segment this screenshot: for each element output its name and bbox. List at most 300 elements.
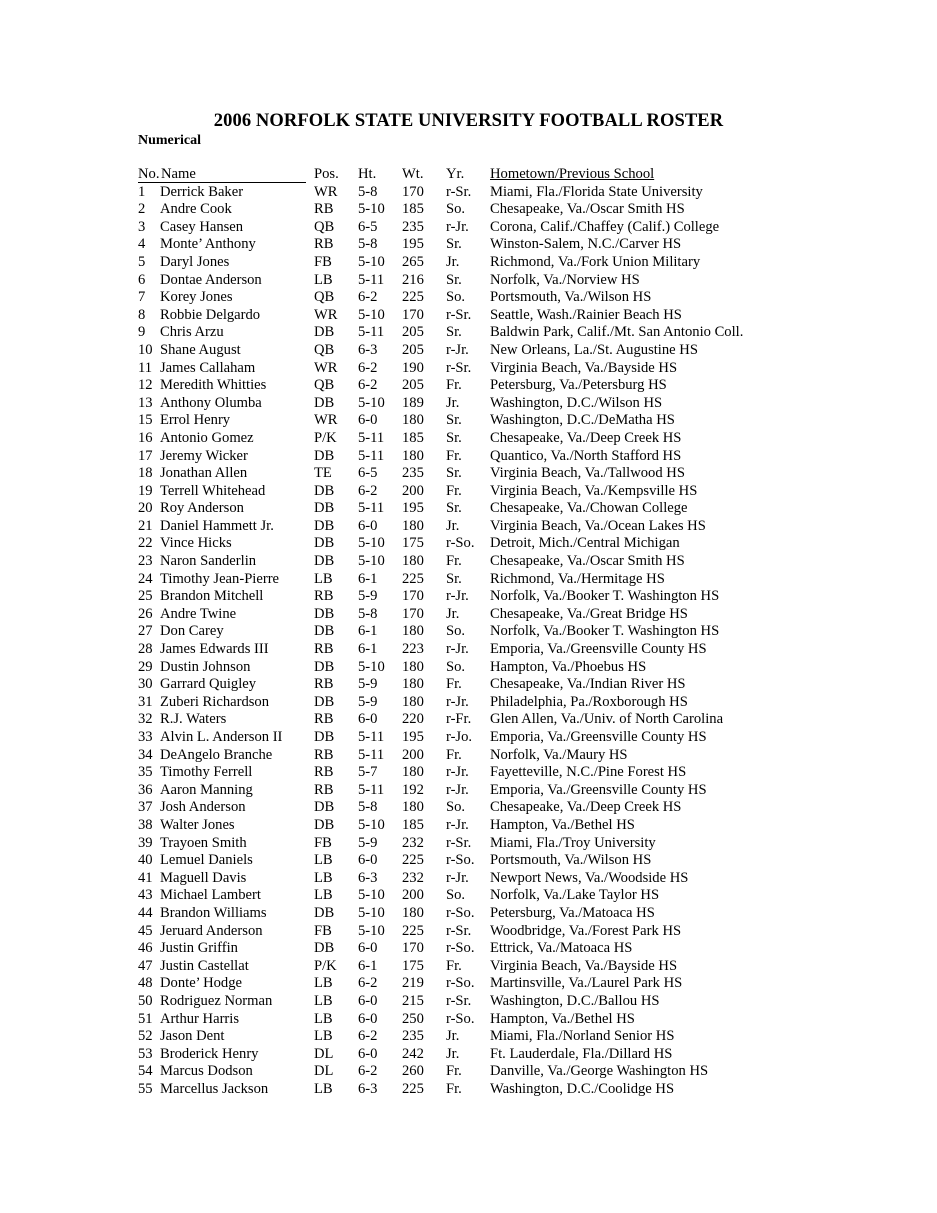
player-number: 45 <box>138 922 153 939</box>
player-weight: 216 <box>402 271 424 288</box>
player-position: DB <box>314 447 335 464</box>
player-year: r-Sr. <box>446 306 472 323</box>
player-height: 5-10 <box>358 253 385 270</box>
player-height: 6-2 <box>358 1028 378 1045</box>
player-number: 16 <box>138 429 153 446</box>
player-height: 5-9 <box>358 693 378 710</box>
player-position: DB <box>314 500 335 517</box>
player-hometown: Ettrick, Va./Matoaca HS <box>490 940 633 957</box>
player-position: DB <box>314 729 335 745</box>
player-weight: 170 <box>402 940 424 957</box>
player-height: 6-1 <box>358 957 378 974</box>
player-weight: 195 <box>402 729 424 745</box>
player-year: r-Jr. <box>446 588 469 605</box>
player-hometown: Quantico, Va./North Stafford HS <box>490 447 682 464</box>
player-year: r-Jr. <box>446 764 469 781</box>
player-position: WR <box>314 183 338 200</box>
player-name: Aaron Manning <box>160 781 253 798</box>
player-height: 5-10 <box>358 394 385 411</box>
player-height: 5-7 <box>358 764 378 781</box>
player-year: Sr. <box>446 324 462 341</box>
player-height: 6-3 <box>358 1080 378 1097</box>
player-name: Zuberi Richardson <box>160 693 270 710</box>
player-height: 6-0 <box>358 412 378 429</box>
player-hometown: Hampton, Va./Phoebus HS <box>490 658 647 675</box>
player-position: DB <box>314 940 335 957</box>
player-year: Sr. <box>446 500 462 517</box>
player-height: 6-1 <box>358 570 378 587</box>
player-name: Timothy Jean-Pierre <box>160 570 280 587</box>
player-weight: 242 <box>402 1045 424 1062</box>
player-hometown: Chesapeake, Va./Indian River HS <box>490 676 686 693</box>
player-height: 5-11 <box>358 324 385 341</box>
player-name: Alvin L. Anderson II <box>160 729 283 745</box>
player-position: P/K <box>314 957 337 974</box>
player-name: Shane August <box>160 341 241 358</box>
player-height: 6-2 <box>358 377 378 394</box>
player-year: So. <box>446 201 466 218</box>
player-height: 5-10 <box>358 922 385 939</box>
player-number: 37 <box>138 799 153 816</box>
player-year: r-Sr. <box>446 183 472 200</box>
player-name: Jason Dent <box>160 1028 225 1045</box>
player-hometown: Washington, D.C./Coolidge HS <box>490 1080 675 1097</box>
player-number: 41 <box>138 869 153 886</box>
player-weight: 180 <box>402 764 424 781</box>
player-weight: 215 <box>402 992 424 1009</box>
player-name: Walter Jones <box>160 816 235 833</box>
player-hometown: Miami, Fla./Norland Senior HS <box>490 1028 675 1045</box>
player-height: 5-10 <box>358 306 385 323</box>
player-year: Fr. <box>446 1063 462 1080</box>
player-name: Trayoen Smith <box>160 834 247 851</box>
player-number: 33 <box>138 729 153 745</box>
player-name: Garrard Quigley <box>160 676 257 693</box>
player-number: 21 <box>138 517 153 534</box>
player-position: DB <box>314 324 335 341</box>
player-hometown: Detroit, Mich./Central Michigan <box>490 535 680 552</box>
player-weight: 200 <box>402 746 424 763</box>
player-hometown: Chesapeake, Va./Deep Creek HS <box>490 429 682 446</box>
player-number: 46 <box>138 940 153 957</box>
player-position: DB <box>314 693 335 710</box>
player-position: DB <box>314 799 335 816</box>
player-year: r-So. <box>446 975 475 992</box>
player-height: 6-3 <box>358 869 378 886</box>
player-number: 18 <box>138 465 153 482</box>
player-position: LB <box>314 869 333 886</box>
player-number: 52 <box>138 1028 153 1045</box>
player-year: r-Fr. <box>446 711 472 728</box>
player-height: 5-9 <box>358 588 378 605</box>
player-year: Fr. <box>446 377 462 394</box>
player-year: Sr. <box>446 236 462 253</box>
player-position: FB <box>314 253 332 270</box>
player-year: r-So. <box>446 904 475 921</box>
player-position: P/K <box>314 429 337 446</box>
player-year: r-Sr. <box>446 834 472 851</box>
player-name: Andre Twine <box>160 605 237 622</box>
player-name: Antonio Gomez <box>160 429 254 446</box>
player-height: 5-11 <box>358 500 385 517</box>
player-number: 24 <box>138 570 153 587</box>
player-hometown: Newport News, Va./Woodside HS <box>490 869 689 886</box>
page-subtitle: Numerical <box>138 133 201 148</box>
player-name: Chris Arzu <box>160 324 224 341</box>
player-weight: 180 <box>402 447 424 464</box>
player-year: r-Jr. <box>446 693 469 710</box>
player-hometown: Emporia, Va./Greensville County HS <box>490 641 707 658</box>
player-hometown: Virginia Beach, Va./Bayside HS <box>490 359 678 376</box>
player-number: 6 <box>138 271 146 288</box>
player-height: 5-10 <box>358 904 385 921</box>
player-name: Donte’ Hodge <box>160 975 242 992</box>
player-position: WR <box>314 412 338 429</box>
player-number: 51 <box>138 1010 153 1027</box>
player-height: 6-0 <box>358 852 378 869</box>
player-hometown: Corona, Calif./Chaffey (Calif.) College <box>490 218 720 235</box>
player-height: 5-8 <box>358 799 378 816</box>
player-name: Monte’ Anthony <box>160 236 256 253</box>
player-position: LB <box>314 1080 333 1097</box>
player-position: LB <box>314 1028 333 1045</box>
player-weight: 232 <box>402 834 424 851</box>
player-position: WR <box>314 359 338 376</box>
header-ht: Ht. <box>358 166 377 182</box>
player-name: Don Carey <box>160 623 224 640</box>
player-weight: 200 <box>402 482 424 499</box>
player-position: QB <box>314 377 335 394</box>
player-name: Lemuel Daniels <box>160 852 253 869</box>
player-name: Jeruard Anderson <box>160 922 263 939</box>
player-height: 5-8 <box>358 183 378 200</box>
player-height: 6-2 <box>358 289 378 306</box>
player-height: 5-11 <box>358 729 385 745</box>
player-position: WR <box>314 306 338 323</box>
player-weight: 180 <box>402 553 424 570</box>
player-year: r-Jr. <box>446 781 469 798</box>
player-weight: 190 <box>402 359 424 376</box>
player-position: LB <box>314 975 333 992</box>
player-year: r-So. <box>446 1010 475 1027</box>
player-year: Jr. <box>446 253 460 270</box>
player-name: Robbie Delgardo <box>160 306 261 323</box>
player-year: Fr. <box>446 553 462 570</box>
player-number: 44 <box>138 904 153 921</box>
player-name: Jeremy Wicker <box>160 447 248 464</box>
player-weight: 225 <box>402 1080 424 1097</box>
player-hometown: Virginia Beach, Va./Tallwood HS <box>490 465 685 482</box>
player-weight: 170 <box>402 588 424 605</box>
player-year: Jr. <box>446 1028 460 1045</box>
player-weight: 180 <box>402 412 424 429</box>
player-height: 6-3 <box>358 341 378 358</box>
player-hometown: Norfolk, Va./Booker T. Washington HS <box>490 588 720 605</box>
player-name: DeAngelo Branche <box>160 746 273 763</box>
player-year: Fr. <box>446 482 462 499</box>
player-number: 39 <box>138 834 153 851</box>
player-position: DL <box>314 1045 334 1062</box>
player-hometown: Emporia, Va./Greensville County HS <box>490 781 707 798</box>
player-height: 6-0 <box>358 517 378 534</box>
player-weight: 180 <box>402 658 424 675</box>
player-height: 6-2 <box>358 359 378 376</box>
player-hometown: Virginia Beach, Va./Bayside HS <box>490 957 678 974</box>
player-height: 5-10 <box>358 816 385 833</box>
player-position: FB <box>314 834 332 851</box>
player-year: r-Jr. <box>446 641 469 658</box>
player-name: Arthur Harris <box>160 1010 240 1027</box>
player-year: Fr. <box>446 676 462 693</box>
player-position: RB <box>314 588 334 605</box>
player-year: r-Jr. <box>446 341 469 358</box>
player-number: 19 <box>138 482 153 499</box>
player-name: Daryl Jones <box>160 253 230 270</box>
player-name: Vince Hicks <box>160 535 232 552</box>
player-year: So. <box>446 887 466 904</box>
player-weight: 235 <box>402 1028 424 1045</box>
player-height: 6-0 <box>358 992 378 1009</box>
player-hometown: Washington, D.C./Wilson HS <box>490 394 663 411</box>
player-name: Jonathan Allen <box>160 465 248 482</box>
player-number: 15 <box>138 412 153 429</box>
player-height: 5-10 <box>358 553 385 570</box>
header-hometown: Hometown/Previous School <box>490 166 655 182</box>
player-position: RB <box>314 236 334 253</box>
player-height: 6-2 <box>358 1063 378 1080</box>
player-year: r-Sr. <box>446 922 472 939</box>
player-hometown: Fayetteville, N.C./Pine Forest HS <box>490 764 687 781</box>
player-hometown: Hampton, Va./Bethel HS <box>490 1010 635 1027</box>
player-number: 35 <box>138 764 153 781</box>
player-hometown: Petersburg, Va./Petersburg HS <box>490 377 667 394</box>
player-position: LB <box>314 570 333 587</box>
player-year: So. <box>446 658 466 675</box>
player-name: Brandon Mitchell <box>160 588 264 605</box>
player-year: Sr. <box>446 570 462 587</box>
player-weight: 225 <box>402 922 424 939</box>
header-yr: Yr. <box>446 166 465 182</box>
player-position: DB <box>314 623 335 640</box>
player-number: 10 <box>138 341 153 358</box>
header-pos: Pos. <box>314 166 339 182</box>
player-weight: 225 <box>402 852 424 869</box>
player-position: DB <box>314 394 335 411</box>
player-name: Errol Henry <box>160 412 231 429</box>
player-name: Michael Lambert <box>160 887 261 904</box>
player-name: Marcellus Jackson <box>160 1080 269 1097</box>
player-year: r-Jo. <box>446 729 473 745</box>
player-name: Dontae Anderson <box>160 271 262 288</box>
player-name: R.J. Waters <box>160 711 227 728</box>
player-year: Sr. <box>446 271 462 288</box>
player-height: 6-0 <box>358 1045 378 1062</box>
player-year: r-So. <box>446 535 475 552</box>
player-name: Josh Anderson <box>160 799 246 816</box>
player-number: 8 <box>138 306 146 323</box>
player-number: 29 <box>138 658 153 675</box>
player-weight: 250 <box>402 1010 424 1027</box>
player-weight: 195 <box>402 500 424 517</box>
player-height: 6-2 <box>358 482 378 499</box>
player-position: DB <box>314 517 335 534</box>
player-year: So. <box>446 289 466 306</box>
player-height: 5-11 <box>358 781 385 798</box>
player-position: DB <box>314 535 335 552</box>
player-weight: 220 <box>402 711 424 728</box>
player-year: Jr. <box>446 517 460 534</box>
player-year: r-Sr. <box>446 992 472 1009</box>
player-hometown: Portsmouth, Va./Wilson HS <box>490 852 652 869</box>
player-hometown: Baldwin Park, Calif./Mt. San Antonio Coll. <box>490 324 744 341</box>
player-height: 6-1 <box>358 641 378 658</box>
player-hometown: Hampton, Va./Bethel HS <box>490 816 635 833</box>
player-weight: 235 <box>402 218 424 235</box>
player-number: 4 <box>138 236 146 253</box>
player-position: RB <box>314 781 334 798</box>
player-hometown: Portsmouth, Va./Wilson HS <box>490 289 652 306</box>
player-hometown: Ft. Lauderdale, Fla./Dillard HS <box>490 1045 673 1062</box>
player-number: 7 <box>138 289 146 306</box>
player-name: Terrell Whitehead <box>160 482 266 499</box>
player-year: Fr. <box>446 746 462 763</box>
player-weight: 170 <box>402 306 424 323</box>
player-weight: 170 <box>402 605 424 622</box>
player-number: 28 <box>138 641 153 658</box>
player-weight: 180 <box>402 904 424 921</box>
player-weight: 200 <box>402 887 424 904</box>
player-number: 23 <box>138 553 153 570</box>
player-year: So. <box>446 623 466 640</box>
player-hometown: Richmond, Va./Fork Union Military <box>490 253 701 270</box>
player-position: LB <box>314 271 333 288</box>
player-weight: 265 <box>402 253 424 270</box>
player-hometown: Martinsville, Va./Laurel Park HS <box>490 975 683 992</box>
header-wt: Wt. <box>402 166 424 182</box>
player-height: 5-8 <box>358 236 378 253</box>
player-year: Sr. <box>446 465 462 482</box>
player-hometown: Washington, D.C./Ballou HS <box>490 992 660 1009</box>
player-number: 40 <box>138 852 153 869</box>
player-weight: 185 <box>402 429 424 446</box>
player-position: FB <box>314 922 332 939</box>
player-height: 6-0 <box>358 1010 378 1027</box>
player-hometown: Chesapeake, Va./Great Bridge HS <box>490 605 688 622</box>
player-number: 48 <box>138 975 153 992</box>
player-height: 5-10 <box>358 887 385 904</box>
player-hometown: Chesapeake, Va./Chowan College <box>490 500 688 517</box>
player-weight: 235 <box>402 465 424 482</box>
player-weight: 219 <box>402 975 424 992</box>
player-name: Rodriguez Norman <box>160 992 273 1009</box>
player-number: 12 <box>138 377 153 394</box>
player-weight: 205 <box>402 341 424 358</box>
player-number: 27 <box>138 623 153 640</box>
player-weight: 185 <box>402 816 424 833</box>
player-number: 1 <box>138 183 146 200</box>
player-number: 17 <box>138 447 153 464</box>
player-number: 5 <box>138 253 146 270</box>
player-hometown: Virginia Beach, Va./Ocean Lakes HS <box>490 517 706 534</box>
player-weight: 223 <box>402 641 424 658</box>
player-year: Jr. <box>446 1045 460 1062</box>
player-position: RB <box>314 676 334 693</box>
player-name: James Callaham <box>160 359 256 376</box>
player-hometown: Miami, Fla./Florida State University <box>490 183 703 200</box>
player-weight: 192 <box>402 781 424 798</box>
player-number: 13 <box>138 394 153 411</box>
player-year: r-Jr. <box>446 816 469 833</box>
player-year: Sr. <box>446 412 462 429</box>
player-name: Korey Jones <box>160 289 233 306</box>
player-name: Daniel Hammett Jr. <box>160 517 274 534</box>
player-year: Jr. <box>446 605 460 622</box>
player-position: QB <box>314 341 335 358</box>
player-hometown: Chesapeake, Va./Deep Creek HS <box>490 799 682 816</box>
player-hometown: Virginia Beach, Va./Kempsville HS <box>490 482 698 499</box>
player-height: 6-5 <box>358 218 378 235</box>
player-number: 20 <box>138 500 153 517</box>
player-height: 5-9 <box>358 834 378 851</box>
player-position: DB <box>314 482 335 499</box>
player-name: Broderick Henry <box>160 1045 259 1062</box>
player-hometown: Winston-Salem, N.C./Carver HS <box>490 236 682 253</box>
player-height: 5-10 <box>358 201 385 218</box>
player-number: 25 <box>138 588 153 605</box>
player-number: 38 <box>138 816 153 833</box>
player-weight: 180 <box>402 799 424 816</box>
player-position: RB <box>314 746 334 763</box>
player-height: 5-10 <box>358 658 385 675</box>
player-number: 9 <box>138 324 146 341</box>
player-position: DL <box>314 1063 334 1080</box>
player-number: 53 <box>138 1045 153 1062</box>
player-weight: 180 <box>402 517 424 534</box>
player-number: 30 <box>138 676 153 693</box>
player-weight: 189 <box>402 394 424 411</box>
player-position: QB <box>314 289 335 306</box>
player-weight: 180 <box>402 693 424 710</box>
player-number: 32 <box>138 711 153 728</box>
player-height: 5-8 <box>358 605 378 622</box>
player-name: Dustin Johnson <box>160 658 251 675</box>
player-height: 6-0 <box>358 940 378 957</box>
player-year: Jr. <box>446 394 460 411</box>
player-hometown: Norfolk, Va./Booker T. Washington HS <box>490 623 720 640</box>
player-hometown: Chesapeake, Va./Oscar Smith HS <box>490 553 685 570</box>
player-hometown: Glen Allen, Va./Univ. of North Carolina <box>490 711 724 728</box>
player-weight: 205 <box>402 377 424 394</box>
player-weight: 185 <box>402 201 424 218</box>
player-name: Andre Cook <box>160 201 232 218</box>
player-position: DB <box>314 605 335 622</box>
player-number: 54 <box>138 1063 153 1080</box>
player-hometown: Emporia, Va./Greensville County HS <box>490 729 707 745</box>
player-position: RB <box>314 764 334 781</box>
player-name: James Edwards III <box>160 641 269 658</box>
player-number: 11 <box>138 359 153 376</box>
player-hometown: Woodbridge, Va./Forest Park HS <box>490 922 682 939</box>
player-name: Justin Griffin <box>160 940 238 957</box>
player-number: 2 <box>138 201 146 218</box>
player-hometown: Washington, D.C./DeMatha HS <box>490 412 675 429</box>
player-position: DB <box>314 553 335 570</box>
player-hometown: Richmond, Va./Hermitage HS <box>490 570 665 587</box>
page-title: 2006 NORFOLK STATE UNIVERSITY FOOTBALL ROSTER <box>213 111 724 131</box>
player-name: Maguell Davis <box>160 869 247 886</box>
player-number: 34 <box>138 746 153 763</box>
player-year: Fr. <box>446 957 462 974</box>
